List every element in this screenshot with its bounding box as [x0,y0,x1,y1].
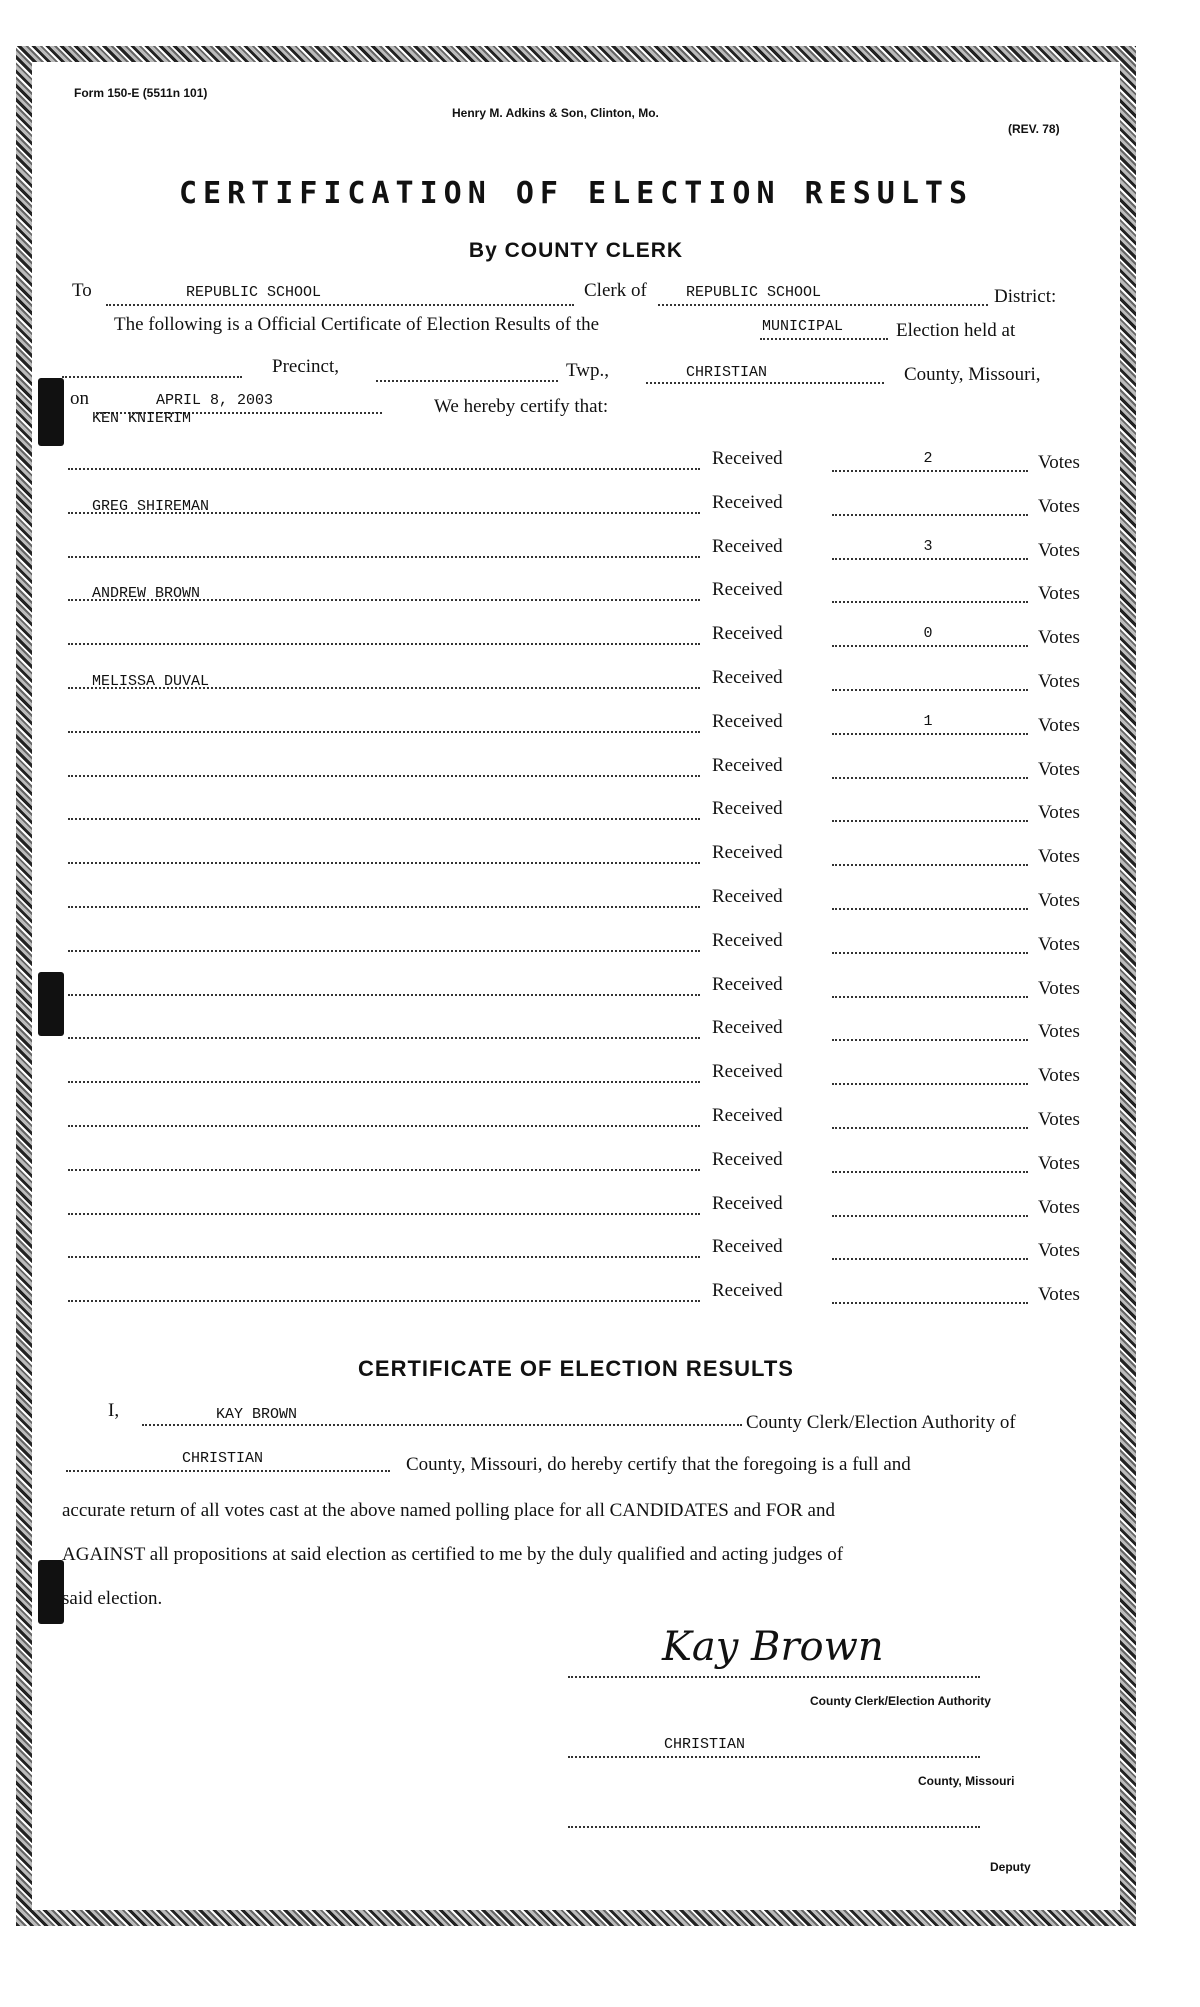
election-type-line [760,338,888,340]
received-label: Received [712,754,783,776]
table-row [68,1139,1080,1183]
vote-count: 3 [923,537,933,555]
votes-line [832,1083,1028,1085]
vote-count: 2 [923,450,933,467]
votes-label: Votes [1038,1021,1080,1043]
received-label: Received [712,1236,783,1258]
election-type-value: MUNICIPAL [762,318,844,335]
received-label: Received [712,1280,783,1302]
signature: Kay Brown [662,1624,884,1670]
candidate-line [68,950,700,952]
table-row [68,964,1080,1008]
votes-line [832,645,1028,647]
votes-label: Votes [1038,977,1080,999]
precinct-line [376,380,558,382]
received-label: Received [712,1105,783,1126]
votes-line [832,777,1028,779]
to-value: REPUBLIC SCHOOL [186,284,322,301]
candidate-name: GREG SHIREMAN [92,497,210,515]
votes-line [832,996,1028,998]
votes-label: Votes [1038,495,1080,517]
clerk-of-label: Clerk of [584,280,647,301]
table-row [68,832,1080,876]
clerk-name-value: KAY BROWN [216,1406,298,1423]
received-label: Received [712,667,783,688]
votes-label: Votes [1038,539,1080,561]
twp-label: Twp., [566,360,610,381]
signature-county-value: CHRISTIAN [664,1736,746,1753]
votes-line [832,470,1028,472]
table-row [68,1007,1080,1051]
precinct-label: Precinct, [272,356,340,377]
votes-line [832,908,1028,910]
candidate-line [68,818,700,820]
votes-label: Votes [1038,583,1080,605]
received-label: Received [712,886,783,907]
revision-label: (REV. 78) [1008,122,1060,136]
candidate-line [68,556,700,558]
received-label: Received [712,448,783,469]
votes-label: Votes [1038,1240,1080,1262]
candidate-name: MELISSA DUVAL [92,672,210,690]
clerk-name-line [142,1424,742,1426]
date-value: APRIL 8, 2003 [156,392,274,409]
received-label: Received [712,710,783,732]
to-line [106,304,574,306]
table-row [68,1226,1080,1270]
received-label: Received [712,1148,783,1170]
candidate-line [68,1300,700,1302]
page-title: CERTIFICATION OF ELECTION RESULTS [178,176,974,211]
table-row [68,788,1080,832]
printer-line: Henry M. Adkins & Son, Clinton, Mo. [452,106,659,120]
candidate-line [68,643,700,645]
district-label: District: [994,286,1057,307]
table-row [68,672,1080,745]
candidate-line [68,1125,700,1127]
received-label: Received [712,491,783,513]
received-label: Received [712,842,783,864]
votes-line [832,1127,1028,1129]
vote-count: 0 [923,625,933,643]
votes-label: Votes [1038,452,1080,473]
received-label: Received [712,929,783,951]
received-label: Received [712,1017,783,1039]
certificate-title: CERTIFICATE OF ELECTION RESULTS [358,1356,794,1381]
votes-line [832,1258,1028,1260]
table-row [68,482,1080,526]
county-value: CHRISTIAN [182,1450,264,1467]
votes-label: Votes [1038,1196,1080,1218]
received-label: Received [712,1192,783,1214]
deputy-label: Deputy [990,1860,1031,1874]
received-label: Received [712,579,783,601]
table-row [68,745,1080,789]
votes-label: Votes [1038,846,1080,868]
votes-label: Votes [1038,627,1080,649]
received-label: Received [712,535,783,557]
candidate-name: ANDREW BROWN [92,585,201,603]
election-held-label: Election held at [896,320,1016,341]
vote-count: 1 [923,712,933,730]
candidate-line [68,1037,700,1039]
table-row [68,585,1080,657]
certify-text: We hereby certify that: [434,396,609,417]
i-label: I, [108,1400,120,1421]
votes-line [832,1039,1028,1041]
received-label: Received [712,798,783,820]
votes-line [832,601,1028,603]
table-row [68,657,1080,701]
votes-label: Votes [1038,1109,1080,1130]
votes-line [832,820,1028,822]
votes-label: Votes [1038,1065,1080,1087]
form-number: Form 150-E (5511n 101) [74,86,208,100]
table-row [68,1095,1080,1139]
clerk-of-line [658,304,988,306]
twp-value: CHRISTIAN [686,364,768,381]
votes-label: Votes [1038,714,1080,736]
votes-label: Votes [1038,1152,1080,1174]
candidate-line [68,468,700,470]
county-label: County, Missouri, [904,364,1041,385]
votes-label: Votes [1038,933,1080,955]
candidate-line [68,1169,700,1171]
deputy-line [568,1826,980,1828]
table-row [68,1051,1080,1095]
table-row [68,920,1080,964]
candidate-line [68,862,700,864]
to-label: To [72,280,92,301]
intro-text: The following is a Official Certificate of Election Results of the [114,314,600,335]
certify-text-line5: said election. [62,1588,163,1609]
candidate-line [68,994,700,996]
signature-line [568,1676,980,1678]
certify-text-line4: AGAINST all propositions at said election as certified to me by the duly qualified and acting judges of [62,1544,844,1565]
form-body [46,76,1106,1896]
on-label: on [70,388,89,409]
table-row [68,410,1080,482]
table-row [68,497,1080,570]
table-row [68,1270,1080,1314]
candidate-name: KEN KNIERIM [92,410,192,427]
candidate-line [68,1213,700,1215]
votes-label: Votes [1038,758,1080,780]
received-label: Received [712,1061,783,1083]
signature-county-label: County, Missouri [918,1774,1015,1788]
votes-line [832,733,1028,735]
candidate-line [68,775,700,777]
clerk-role-text: County Clerk/Election Authority of [746,1412,1016,1433]
table-row [68,1183,1080,1227]
authority-label: County Clerk/Election Authority [810,1694,991,1708]
votes-line [832,864,1028,866]
page-subtitle: By COUNTY CLERK [468,239,684,262]
votes-label: Votes [1038,802,1080,824]
candidate-line [68,1256,700,1258]
votes-line [832,1215,1028,1217]
candidate-line [68,1081,700,1083]
votes-line [832,1302,1028,1304]
twp-line [646,382,884,384]
votes-label: Votes [1038,671,1080,692]
clerk-of-value: REPUBLIC SCHOOL [686,284,822,301]
table-row [68,876,1080,920]
county-line [66,1470,390,1472]
certify-text-line2: County, Missouri, do hereby certify that the foregoing is a full and [406,1454,911,1475]
votes-line [832,1171,1028,1173]
votes-label: Votes [1038,890,1080,911]
table-row [68,569,1080,613]
signature-county-line [568,1756,980,1758]
certify-text-line3: accurate return of all votes cast at the above named polling place for all CANDIDATES and FOR and [62,1500,835,1521]
candidate-line [68,906,700,908]
polling-place-line [62,376,242,378]
votes-line [832,558,1028,560]
votes-label: Votes [1038,1284,1080,1306]
votes-line [832,689,1028,691]
candidate-line [68,731,700,733]
votes-line [832,514,1028,516]
received-label: Received [712,623,783,645]
received-label: Received [712,973,783,995]
votes-line [832,952,1028,954]
